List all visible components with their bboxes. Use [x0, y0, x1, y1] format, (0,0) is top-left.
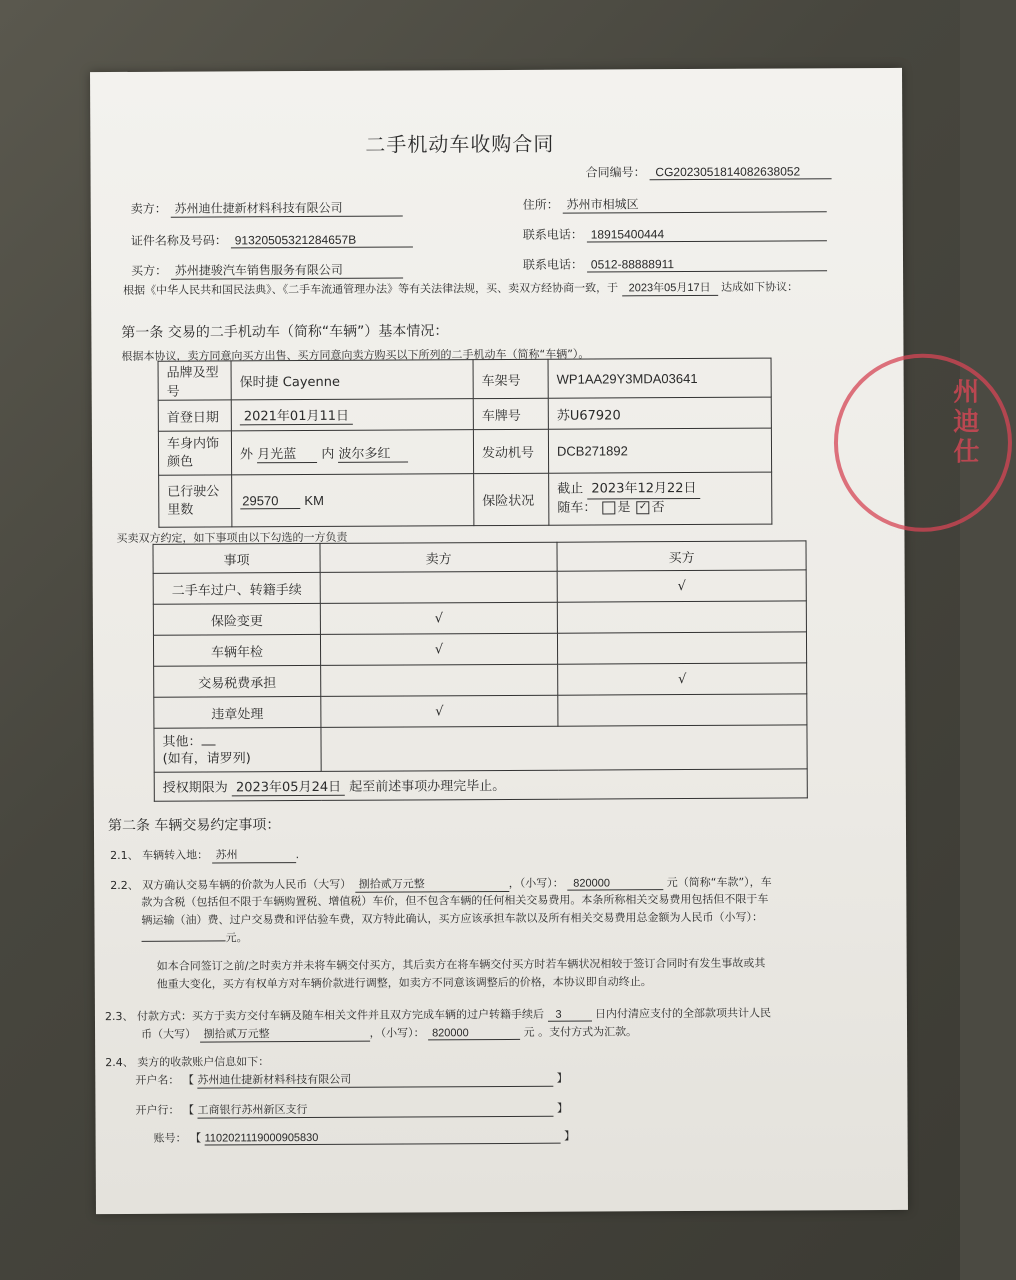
- buyer-label: 买方：: [131, 263, 168, 278]
- bracket-right: 】: [564, 1129, 576, 1143]
- article1-heading: 第一条 交易的二手机动车（简称“车辆”）基本情况：: [121, 323, 449, 341]
- clause-2-2-text-c: 元（简称“车款”），车: [666, 875, 772, 890]
- seller-row: [131, 198, 403, 217]
- clause-2-2-num: 2.2、: [110, 878, 139, 893]
- seller-label: 卖方：: [130, 201, 167, 216]
- mileage-unit: KM: [304, 492, 324, 508]
- clause-2-2-text-b: ，（小写）：: [508, 876, 564, 890]
- clause-2-3-text-b: 日内付清应支付的全部款项共计人民: [594, 1006, 771, 1021]
- duty-seller-check: √: [320, 633, 557, 665]
- plate-value: 苏U67920: [548, 397, 771, 429]
- reg-date-label: 首登日期: [158, 400, 231, 431]
- contract-no-value: CG2023051814082638052: [649, 164, 831, 180]
- seal-text: 州迪仕: [948, 377, 980, 468]
- duties-header-item: 事项: [153, 543, 320, 573]
- clause-2-4-text: 卖方的收款账户信息如下：: [137, 1055, 270, 1069]
- duties-intro: 买卖双方约定，如下事项由以下勾选的一方负责: [116, 530, 348, 546]
- duty-item: 交易税费承担: [154, 665, 321, 697]
- duty-other-cell: [154, 727, 321, 772]
- clause-2-2-para2a: 如本合同签订之前/之时卖方并未将车辆交付买方，其后卖方在将车辆交付买方时若车辆状况相较于签订合同时有发生事故或其: [156, 956, 766, 973]
- id-value: 91320505321284657B: [231, 232, 413, 248]
- duties-table: [152, 540, 807, 801]
- color-int: 波尔多红: [338, 442, 408, 462]
- color-label: 车身内饰颜色: [158, 431, 231, 475]
- buyer-phone-label: 联系电话：: [522, 257, 584, 272]
- buyer-phone: 0512-88888911: [587, 256, 827, 272]
- clause-2-1-label: 车辆转入地：: [142, 848, 209, 862]
- clause-2-3-days: 3: [547, 1009, 591, 1022]
- with-car-label: 随车：: [557, 500, 597, 516]
- duties-header-buyer: 买方: [557, 541, 806, 571]
- duty-seller-check: [320, 571, 557, 603]
- preamble-date: 2023年05月17日: [622, 279, 718, 297]
- buyer-phone-row: [523, 254, 827, 273]
- clause-2-2-line4: [142, 929, 248, 946]
- contract-no-row: [586, 162, 832, 180]
- account-no-label: 账号：: [153, 1131, 187, 1145]
- vehicle-info-table: [158, 358, 773, 528]
- clause-2-3-upper: 捌拾贰万元整: [200, 1025, 370, 1043]
- seller-phone-row: [523, 224, 827, 243]
- duties-header-seller: 卖方: [320, 542, 557, 572]
- contract-page: [90, 68, 980, 1214]
- preamble-suffix: 达成如下协议：: [721, 280, 799, 294]
- clause-2-2-line2: 款为含税（包括但不限于车辆购置税、增值税）车价，但不包含车辆的任何相关交易费用。本条所称相关交易费用包括但不限于车: [141, 892, 769, 909]
- reg-date-cell: [231, 399, 473, 431]
- account-name-value: 苏州迪仕捷新材料科技有限公司: [197, 1070, 553, 1089]
- address-label: 住所：: [522, 197, 559, 212]
- clause-2-2-upper: 捌拾贰万元整: [355, 875, 509, 893]
- clause-2-3-lower: 820000: [428, 1027, 520, 1040]
- with-car-yes-checkbox[interactable]: [602, 501, 615, 514]
- brand-value: 保时捷 Cayenne: [231, 360, 473, 400]
- color-ext: 月光蓝: [257, 442, 317, 462]
- mileage-value: 29570: [240, 493, 300, 509]
- seller-phone: 18915400444: [587, 226, 827, 242]
- duty-other-value: [321, 725, 807, 772]
- duty-buyer-check: [558, 694, 807, 726]
- seller-name: 苏州迪仕捷新材料科技有限公司: [171, 198, 403, 217]
- duty-other-note: (如有，请罗列): [162, 750, 251, 767]
- clause-2-3-line1: [105, 1005, 771, 1024]
- auth-row: [154, 769, 807, 801]
- duty-seller-check: √: [320, 602, 557, 634]
- insurance-until-prefix: 截止: [557, 481, 584, 497]
- auth-date: 2023年05月24日: [232, 776, 345, 797]
- color-ext-prefix: 外: [239, 446, 254, 462]
- id-row: [131, 230, 413, 248]
- id-label: 证件名称及号码：: [130, 233, 227, 248]
- account-no-row: [154, 1128, 576, 1146]
- clause-2-3-line2: [141, 1023, 637, 1043]
- bracket-left: 【: [190, 1131, 202, 1145]
- clause-2-3-text-c: 币（大写）: [141, 1027, 197, 1041]
- with-car-no-checkbox[interactable]: ✓: [637, 501, 650, 514]
- contract-no-label: 合同编号：: [585, 165, 646, 180]
- insurance-label: 保险状况: [474, 473, 549, 525]
- insurance-until: 2023年12月22日: [587, 480, 700, 500]
- duty-item: 违章处理: [154, 696, 321, 728]
- with-car-yes-label: 是: [617, 500, 631, 516]
- vin-value: WP1AA29Y3MDA03641: [548, 358, 771, 398]
- mileage-label: 已行驶公里数: [159, 475, 232, 527]
- clause-2-3-num: 2.3、: [104, 1009, 134, 1024]
- engine-value: DCB271892: [548, 428, 771, 473]
- clause-2-1-num: 2.1、: [110, 848, 139, 863]
- clause-2-4: [105, 1053, 269, 1070]
- company-seal: [834, 353, 1013, 532]
- duty-buyer-check: √: [558, 663, 807, 695]
- duty-buyer-check: [557, 632, 806, 664]
- address-value: 苏州市相城区: [563, 194, 827, 213]
- bracket-left: 【: [182, 1103, 194, 1117]
- duty-other-label: 其他：: [162, 732, 312, 750]
- address-row: [523, 194, 827, 214]
- buyer-row: [131, 260, 403, 279]
- insurance-cell: [549, 472, 772, 525]
- clause-2-2-lower: 820000: [567, 877, 663, 891]
- duty-item: 车辆年检: [153, 634, 320, 666]
- seller-phone-label: 联系电话：: [522, 227, 583, 242]
- duty-seller-check: [321, 664, 558, 696]
- clause-2-2-para2b: 他重大变化，买方有权单方对车辆价款进行调整，如卖方不同意该调整后的价格，本协议即自动终止。: [156, 975, 652, 991]
- bracket-right: 】: [556, 1071, 568, 1085]
- duty-item: 保险变更: [153, 603, 320, 635]
- clause-2-2-text: 双方确认交易车辆的价款为人民币（大写）: [142, 877, 352, 892]
- bracket-right: 】: [556, 1101, 568, 1115]
- bracket-left: 【: [182, 1073, 194, 1087]
- with-car-no-label: 否: [651, 500, 665, 516]
- auth-prefix: 授权期限为: [162, 780, 228, 796]
- account-no-value: 1102021119000905830: [205, 1131, 561, 1146]
- clause-2-4-num: 2.4、: [105, 1055, 134, 1070]
- color-cell: [231, 430, 473, 475]
- article1-intro: 根据本协议，卖方同意向买方出售、买方同意向卖方购买以下所列的二手机动车（简称“车辆”）。: [121, 347, 590, 363]
- engine-label: 发动机号: [473, 429, 548, 473]
- article2-heading: 第二条 车辆交易约定事项：: [107, 817, 281, 835]
- mileage-cell: [232, 474, 474, 527]
- auth-suffix: 起至前述事项办理完毕止。: [349, 778, 506, 795]
- clause-2-1-value: 苏州: [212, 846, 296, 863]
- vin-label: 车架号: [473, 359, 548, 398]
- clause-2-3-text: 付款方式：买方于卖方交付车辆及随车相关文件并且双方完成车辆的过户转籍手续后: [136, 1007, 544, 1023]
- clause-2-1: 2.1、 车辆转入地： 苏州 .: [110, 848, 300, 863]
- clause-2-3-text-e: 元 。支付方式为汇款。: [523, 1025, 638, 1039]
- account-name-row: [135, 1070, 568, 1089]
- duty-buyer-check: [557, 601, 806, 633]
- preamble: [123, 278, 798, 299]
- account-name-label: 开户名：: [135, 1073, 180, 1087]
- clause-2-2-line4-text: 元。: [225, 931, 248, 945]
- contract-title: 二手机动车收购合同: [365, 131, 555, 157]
- brand-label: 品牌及型号: [158, 361, 231, 400]
- reg-date-value: 2021年01月11日: [240, 405, 353, 426]
- color-int-prefix: 内: [321, 446, 335, 462]
- clause-2-3-text-d: ，（小写）：: [369, 1026, 425, 1040]
- insurance-until-row: [557, 480, 763, 500]
- plate-label: 车牌号: [473, 398, 548, 429]
- buyer-name: 苏州捷骏汽车销售服务有限公司: [171, 260, 403, 279]
- clause-2-2-line3: 辆运输（油）费、过户交易费和评估验车费，双方特此确认，买方应该承担车款以及所有相关交易费用总金额为人民币（小写）：: [141, 910, 763, 927]
- duty-buyer-check: √: [557, 570, 806, 602]
- duty-item: 二手车过户、转籍手续: [153, 572, 320, 604]
- duty-seller-check: √: [321, 695, 558, 727]
- bank-value: 工商银行苏州新区支行: [197, 1100, 553, 1119]
- with-car-row: [557, 499, 763, 518]
- preamble-text: 根据《中华人民共和国民法典》、《二手车流通管理办法》等有关法律法规，买、卖双方经协商一致，于: [123, 281, 619, 297]
- bank-row: [135, 1100, 568, 1119]
- bank-label: 开户行：: [135, 1103, 180, 1117]
